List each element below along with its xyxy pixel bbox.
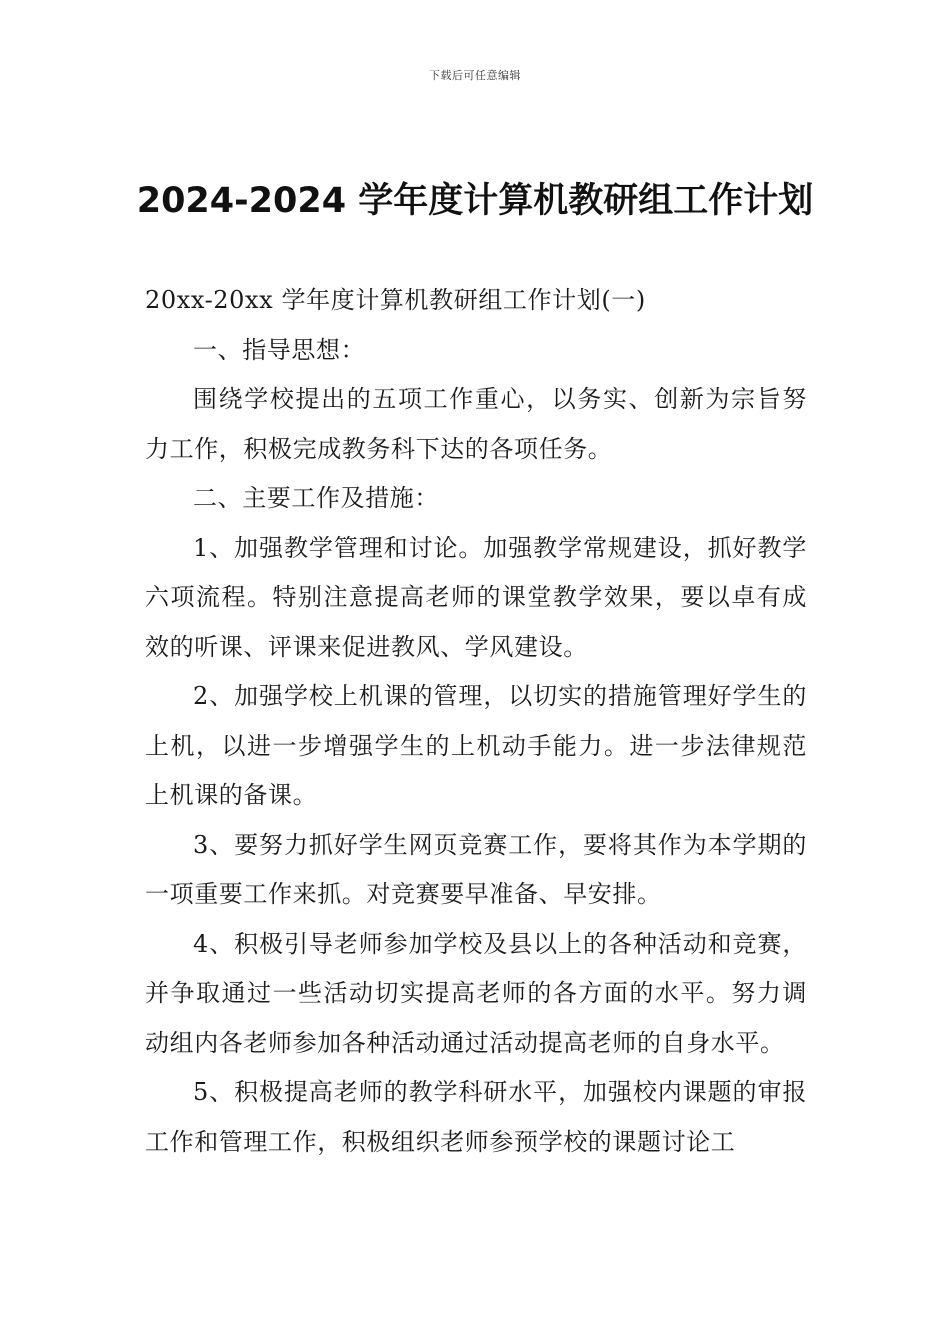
paragraph-heading-main-work: 二、主要工作及措施：: [193, 484, 439, 512]
document-title: 2024-2024 学年度计算机教研组工作计划: [136, 181, 814, 221]
paragraph-item-3: 3、要努力抓好学生网页竞赛工作，要将其作为本学期的一项重要工作来抓。对竞赛要早准备、早安排。: [145, 830, 807, 908]
paragraph-subtitle: 20xx-20xx 学年度计算机教研组工作计划(一): [145, 286, 646, 314]
page-header-note: 下载后可任意编辑: [429, 69, 521, 82]
document-body: [145, 276, 807, 1167]
paragraph-item-2: 2、加强学校上机课的管理，以切实的措施管理好学生的上机，以进一步增强学生的上机动手能力。进一步法律规范上机课的备课。: [145, 682, 807, 809]
paragraph-item-5: 5、积极提高老师的教学科研水平，加强校内课题的审报工作和管理工作，积极组织老师参预学校的课题讨论工: [145, 1078, 807, 1156]
paragraph-item-4: 4、积极引导老师参加学校及县以上的各种活动和竞赛，并争取通过一些活动切实提高老师的各方面的水平。努力调动组内各老师参加各种活动通过活动提高老师的自身水平。: [145, 929, 807, 1057]
paragraph-heading-guiding-ideas: 一、指导思想：: [193, 335, 366, 364]
paragraph-item-1: 1、加强教学管理和讨论。加强教学常规建设，抓好教学六项流程。特别注意提高老师的课堂教学效果，要以卓有成效的听课、评课来促进教风、学风建设。: [145, 533, 807, 661]
paragraph: 围绕学校提出的五项工作重心，以务实、创新为宗旨努力工作，积极完成教务科下达的各项任务。: [145, 385, 807, 463]
